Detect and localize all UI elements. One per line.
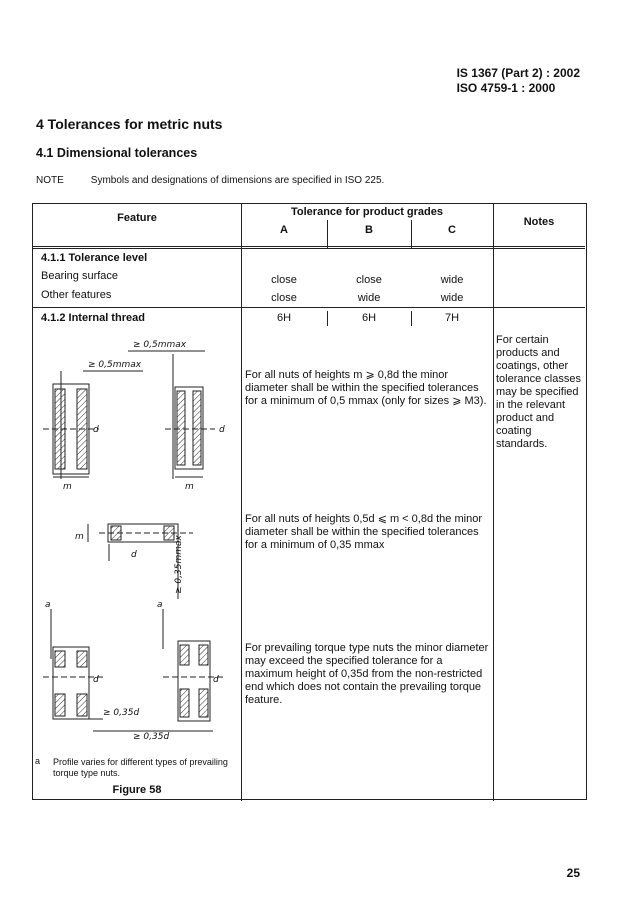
divider-notes [493,204,494,801]
dim-label-035mmax: ≥ 0,35mmax [174,535,184,594]
dim-label-d-right: d [219,425,225,435]
col-notes: Notes [523,216,555,228]
standard-line-1: IS 1367 (Part 2) : 2002 [456,66,580,80]
tolerance-table [32,203,587,800]
notes-text: For certain products and coatings, other tolerance classes may be specified in the relevant product and coating standards. [496,334,581,450]
dim-label-m-right: m [185,482,194,492]
row-bearing-feature: Bearing surface [41,270,119,282]
row-other-b: wide [357,292,381,304]
thread-c: 7H [444,312,460,324]
standard-line-2: ISO 4759-1 : 2000 [456,81,556,95]
grade-c: C [448,224,456,236]
col-tolerance: Tolerance for product grades [291,206,443,218]
row-other-c: wide [440,292,464,304]
marker-a-left: a [45,600,51,610]
dim-label-d-thin: d [131,550,137,560]
subsection-title: 4.1 Dimensional tolerances [36,146,198,160]
figure-58-drawing [33,329,241,801]
paragraph-2: For all nuts of heights 0,5d ⩽ m < 0,8d the minor diameter shall be within the specified tolerances for a minimum of 0,35 mmax [245,513,482,551]
footnote-marker: a [35,756,41,766]
note-text: Symbols and designations of dimensions are specified in ISO 225. [90,175,385,186]
internal-thread-heading: 4.1.2 Internal thread [41,312,145,324]
paragraph-1: For all nuts of heights m ⩾ 0,8d the minor diameter shall be within the specified tolerances for a minimum of 0,5 mmax (only for sizes ⩾ M3). [245,369,487,407]
page-number: 25 [566,866,580,880]
dim-label-d-left: d [93,425,99,435]
row-other-a: close [271,292,297,304]
row-bearing-b: close [356,274,382,286]
level-rule [33,307,585,308]
row-bearing-a: close [271,274,297,286]
row-other-feature: Other features [41,289,112,301]
col-feature: Feature [117,212,157,224]
marker-a-right: a [157,600,163,610]
standard-reference [457,66,580,96]
grade-b: B [365,224,373,236]
thread-b: 6H [361,312,377,324]
note [36,175,384,186]
note-label: NOTE [36,175,64,186]
row-bearing-c: wide [440,274,464,286]
header-rule [33,246,585,247]
dim-label-035d-1: ≥ 0,35d [103,708,140,718]
figure-caption: Figure 58 [112,784,162,796]
dim-label-d-torque-left: d [93,675,99,685]
section-title: 4 Tolerances for metric nuts [36,116,223,132]
dim-label-05mmax-top: ≥ 0,5mmax [133,340,187,350]
footnote-text: Profile varies for different types of prevailing torque type nuts. [53,757,228,778]
tolerance-level-heading: 4.1.1 Tolerance level [41,252,148,264]
thread-a: 6H [276,312,292,324]
paragraph-3: For prevailing torque type nuts the minor diameter may exceed the specified tolerance for a maximum height of 0,35d from the non-restricted end which does not contain the prevailing torque feature. [245,642,489,706]
dim-label-m-thin: m [75,532,84,542]
grade-a: A [280,224,288,236]
dim-label-m-left: m [63,482,72,492]
dim-label-035d-2: ≥ 0,35d [133,732,170,742]
dim-label-d-torque-right: d [213,675,219,685]
header-rule-2 [33,248,585,249]
dim-label-05mmax-mid: ≥ 0,5mmax [88,360,142,370]
